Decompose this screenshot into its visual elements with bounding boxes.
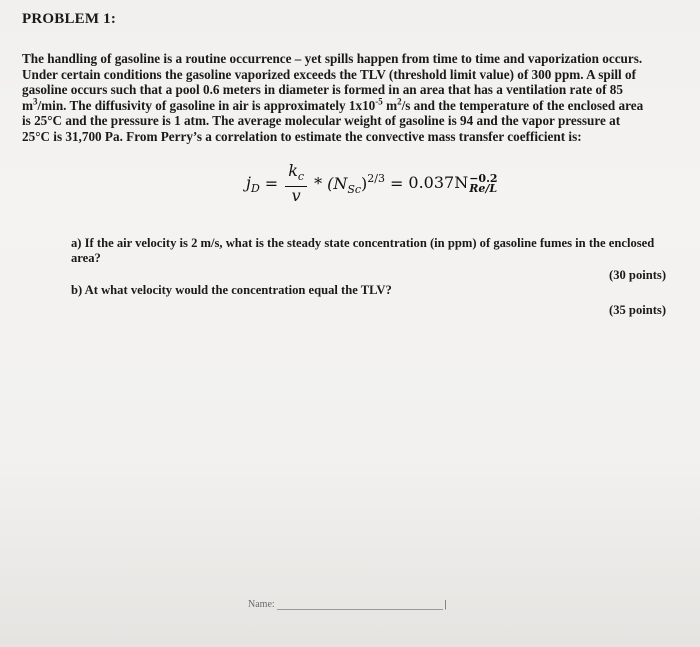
problem-line [22,129,680,145]
name-end-tick: | [444,598,447,610]
superscript: 2 [397,96,402,107]
kc-over-v-fraction [285,162,307,205]
reynolds-coefficient: 0.037N [408,173,469,193]
reynolds-term [408,173,497,194]
schmidt-close: ) [361,173,368,193]
jd-symbol: j [246,172,251,192]
problem-text: /s and the temperature of the enclosed area [401,97,644,113]
problem-line [22,82,680,98]
problem-statement [22,51,680,144]
equals-sign: = [389,174,404,193]
reynolds-subscript: Re/L [469,181,498,195]
mass-transfer-equation [246,162,498,205]
schmidt-open: (N [327,173,348,193]
question-part-b: b) At what velocity would the concentration equal the TLV? [71,283,392,297]
problem-text: The handling of gasoline is a routine occurrence – yet spills happen from time to time and vaporization occurs. [22,51,643,66]
problem-line [22,67,680,83]
problem-line [22,51,680,67]
reynolds-exponent: −0.2 [469,171,498,185]
multiply-sign: * [314,174,323,193]
fraction-numerator [285,162,307,187]
problem-text: 25°C is 31,700 Pa. From Perry’s a correlation to estimate the convective mass transfer coefficient is: [22,128,582,144]
problem-text: /min. The diffusivity of gasoline in air is approximately 1x10 [37,97,376,113]
name-field [248,598,447,610]
name-underline[interactable] [277,599,443,610]
schmidt-term [327,172,385,196]
reynolds-scripts [469,171,498,195]
equals-sign: = [264,174,279,193]
name-label: Name: [248,599,275,610]
kc-subscript: c [297,170,305,183]
superscript: 3 [33,96,38,107]
schmidt-exponent: 2/3 [367,171,385,185]
jd-subscript: D [250,181,260,195]
jd-term [246,173,260,195]
points-part-a: (30 points) [609,268,667,282]
points-part-b: (35 points) [609,303,667,317]
superscript: -5 [375,96,383,107]
problem-text: m [22,97,33,113]
schmidt-subscript: Sc [347,182,362,196]
problem-text: m [382,97,398,113]
fraction-denominator: v [291,186,301,205]
problem-text: Under certain conditions the gasoline vaporized exceeds the TLV (threshold limit value) of 300 ppm. A spill of [22,66,636,82]
problem-line [22,113,680,129]
problem-text: is 25°C and the pressure is 1 atm. The average molecular weight of gasoline is 94 and the vapor pressure at [22,113,621,128]
problem-text: gasoline occurs such that a pool 0.6 meters in diameter is formed in an area that has a ventilation rate of 85 [22,82,623,97]
problem-title: PROBLEM 1: [22,11,117,27]
problem-line [22,98,680,114]
kc-symbol: k [288,161,298,180]
question-part-a: a) If the air velocity is 2 m/s, what is the steady state concentration (in ppm) of gasoline fumes in the enclosed area? [71,236,655,265]
